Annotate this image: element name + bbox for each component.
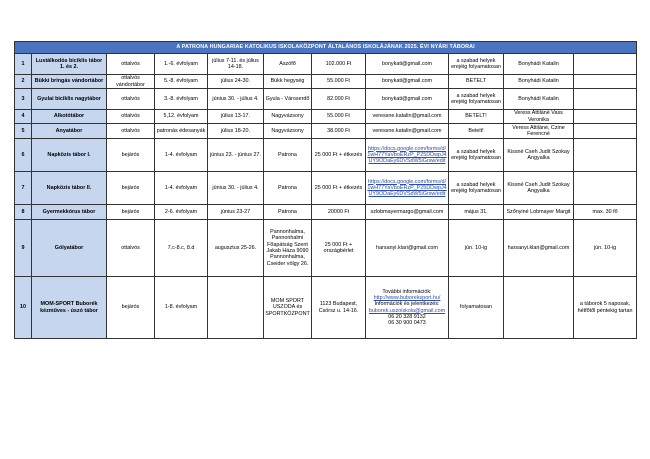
camp-note: [574, 75, 637, 89]
camp-date: július 18-20.: [208, 124, 264, 139]
table-row: [15, 54, 637, 75]
camp-leader: Bonyhádi Katalin: [504, 54, 574, 75]
camp-place: Gyula - Városerdő: [264, 89, 312, 110]
camp-note: [574, 89, 637, 110]
camp-place: MOM SPORT USZODA és SPORTKÖZPONT: [264, 277, 312, 339]
camp-name: MOM-SPORT Buborék kézműves - úszó tábor: [32, 277, 107, 339]
camp-contact: veressne.katalin@gmail.com: [366, 124, 449, 139]
row-number: 7: [15, 172, 32, 205]
camp-note: [574, 110, 637, 124]
camp-grade: patronás édesanyák: [155, 124, 208, 139]
table-row: [15, 277, 637, 339]
camp-leader: Veress Attiláné Vass Veronika: [504, 110, 574, 124]
row-number: 8: [15, 205, 32, 220]
camp-status: a szabad helyek erejéig folyamatosan: [449, 172, 504, 205]
table-row: [15, 89, 637, 110]
camp-name: Napközis tábor I.: [32, 139, 107, 172]
camp-date: június 23-27: [208, 205, 264, 220]
camp-date: június 23. - június 27.: [208, 139, 264, 172]
row-number: 4: [15, 110, 32, 124]
camp-type: ottalvós: [107, 220, 155, 277]
camp-note: max. 30 fő: [574, 205, 637, 220]
camp-price: 1123 Budapest, Csörsz u. 14-16.: [312, 277, 366, 339]
camp-contact: veressne.katalin@gmail.com: [366, 110, 449, 124]
camp-name: Alkotótábor: [32, 110, 107, 124]
camp-leader: Kissné Cseh Judit Szokay Angyalka: [504, 172, 574, 205]
row-number: 1: [15, 54, 32, 75]
camp-status: a szabad helyek erejéig folyamatosan: [449, 54, 504, 75]
camp-name: Bükki bringás vándortábor: [32, 75, 107, 89]
camp-type: bejárós: [107, 277, 155, 339]
table-row: [15, 220, 637, 277]
camp-grade: 3.-8. évfolyam: [155, 89, 208, 110]
contact-line: További információk:: [382, 288, 432, 295]
camp-status: Betelt!: [449, 124, 504, 139]
camp-price: 102.000 Ft: [312, 54, 366, 75]
camp-place: Nagyvázsony: [264, 124, 312, 139]
camp-status: a szabad helyek erejéig folyamatosan: [449, 89, 504, 110]
table-row: [15, 110, 637, 124]
camp-place: Bükk hegység: [264, 75, 312, 89]
camp-price: 20000 Ft: [312, 205, 366, 220]
row-number: 9: [15, 220, 32, 277]
camp-date: június 30. - július 4.: [208, 89, 264, 110]
camp-leader: harsanyi.klari@gmail.com: [504, 220, 574, 277]
camp-type: bejárós: [107, 205, 155, 220]
camp-type: ottalvós: [107, 110, 155, 124]
row-number: 6: [15, 139, 32, 172]
table-row: [15, 172, 637, 205]
camp-leader: Bonyhádi Katalin: [504, 89, 574, 110]
camp-leader: Bonyhádi Katalin: [504, 75, 574, 89]
camp-date: július 7-11. és július 14-18.: [208, 54, 264, 75]
table-row: [15, 124, 637, 139]
camp-grade: 1.-6. évfolyam: [155, 54, 208, 75]
camp-status: folyamatosan: [449, 277, 504, 339]
camp-grade: 1-4. évfolyam: [155, 172, 208, 205]
camp-price: 82.000 Ft: [312, 89, 366, 110]
camp-name: Napközis tábor II.: [32, 172, 107, 205]
contact-line: Információk és jelentkezés:: [374, 301, 440, 308]
camp-place: Patrona: [264, 139, 312, 172]
camp-price: 25 000 Ft + étkezés: [312, 139, 366, 172]
camp-contact: bonykati@gmail.com: [366, 89, 449, 110]
camp-price: 25 000 Ft + országbérlet: [312, 220, 366, 277]
camp-contact: bonykati@gmail.com: [366, 75, 449, 89]
camp-note: [574, 124, 637, 139]
row-number: 3: [15, 89, 32, 110]
camp-type: bejárós: [107, 139, 155, 172]
camp-note: a táborok 5 naposak, hétfőtől péntekig tartan: [574, 277, 637, 339]
camp-name: Lustálkodós biciklis tábor 1. és 2.: [32, 54, 107, 75]
camp-contact: szlobmayermargo@gmail.com: [366, 205, 449, 220]
title-row: [15, 42, 637, 54]
camp-name: Anyatábor: [32, 124, 107, 139]
camp-note: [574, 172, 637, 205]
row-number: 10: [15, 277, 32, 339]
table-title: A PATRONA HUNGARIAE KATOLIKUS ISKOLAKÖZPONT ÁLTALÁNOS ISKOLÁJÁNAK 2025. ÉVI NYÁRI TÁBORAI: [15, 42, 637, 54]
camp-price: 55.000 Ft: [312, 110, 366, 124]
table-row: [15, 205, 637, 220]
camp-status: jún. 10-ig: [449, 220, 504, 277]
camp-grade: 1-4. évfolyam: [155, 139, 208, 172]
camp-type: ottalvós: [107, 89, 155, 110]
camp-date: július 24-30.: [208, 75, 264, 89]
camp-place: Nagyvázsony: [264, 110, 312, 124]
camp-type: ottalvós: [107, 124, 155, 139]
camp-grade: 5,12. évfolyam: [155, 110, 208, 124]
table-row: [15, 75, 637, 89]
camp-date: június 30. - július 4.: [208, 172, 264, 205]
camp-leader: [504, 277, 574, 339]
camp-date: [208, 277, 264, 339]
camp-place: Patrona: [264, 205, 312, 220]
phone-number: 06 30 900 0473: [388, 320, 426, 327]
registration-link[interactable]: https://docs.google.com/forms/d/1wH77YaVboERzP_P25DDwpJ4UY9ODaEy6DVSdW5iGrsw/edit: [366, 172, 449, 205]
camp-type: ottalvós: [107, 54, 155, 75]
camp-grade: 7.c-8.c, 8.d: [155, 220, 208, 277]
camp-name: Gyermekkórus tábor: [32, 205, 107, 220]
camp-contact: harsanyi.klari@gmail.com: [366, 220, 449, 277]
camp-price: 55.000 Ft: [312, 75, 366, 89]
registration-link[interactable]: https://docs.google.com/forms/d/1wH77YaVboERzP_P25DDwpJ4UY9ODaEy6DVSdW5iGrsw/edit: [366, 139, 449, 172]
camp-grade: 5.-8. évfolyam: [155, 75, 208, 89]
camp-name: Gyulai biciklis nagytábor: [32, 89, 107, 110]
camp-date: augusztus 25-26.: [208, 220, 264, 277]
camp-table: [14, 41, 637, 339]
camp-status: BETELT!: [449, 110, 504, 124]
camp-grade: 2-6. évfolyam: [155, 205, 208, 220]
camp-note: jún. 10-ig: [574, 220, 637, 277]
camp-type: bejárós: [107, 172, 155, 205]
row-number: 2: [15, 75, 32, 89]
camp-price: 25 000 Ft + étkezés: [312, 172, 366, 205]
camp-grade: 1-8. évfolyam: [155, 277, 208, 339]
camp-place: Pannonhalma, Pannonhalmi Főapátság Szent Jakab Háza 9090 Pannonhalma, Cseider völgy 26.: [264, 220, 312, 277]
camp-status: május 31.: [449, 205, 504, 220]
camp-status: BETELT: [449, 75, 504, 89]
camp-leader: Kissné Cseh Judit Szokay Angyalka: [504, 139, 574, 172]
camp-note: [574, 54, 637, 75]
camp-status: a szabad helyek erejéig folyamatosan: [449, 139, 504, 172]
camp-contact: bonykati@gmail.com: [366, 54, 449, 75]
phone-number: 06 20 328 9132: [388, 313, 426, 320]
camp-name: Gólyatábor: [32, 220, 107, 277]
camp-type: ottalvós vándortábor: [107, 75, 155, 89]
camp-leader: Szőnyiné Lobmayer Margit: [504, 205, 574, 220]
email-link[interactable]: buborek.uszoiskola@gmail.com: [368, 307, 446, 314]
camp-leader: Veress Attiláné, Czine Ferencné: [504, 124, 574, 139]
camp-place: Patrona: [264, 172, 312, 205]
camp-place: Aszófő: [264, 54, 312, 75]
camp-contact: [366, 277, 449, 339]
website-link[interactable]: http://www.buboreksport.hu/: [373, 294, 441, 301]
row-number: 5: [15, 124, 32, 139]
table-row: [15, 139, 637, 172]
camp-date: július 13-17.: [208, 110, 264, 124]
camp-note: [574, 139, 637, 172]
camp-price: 38.000 Ft: [312, 124, 366, 139]
